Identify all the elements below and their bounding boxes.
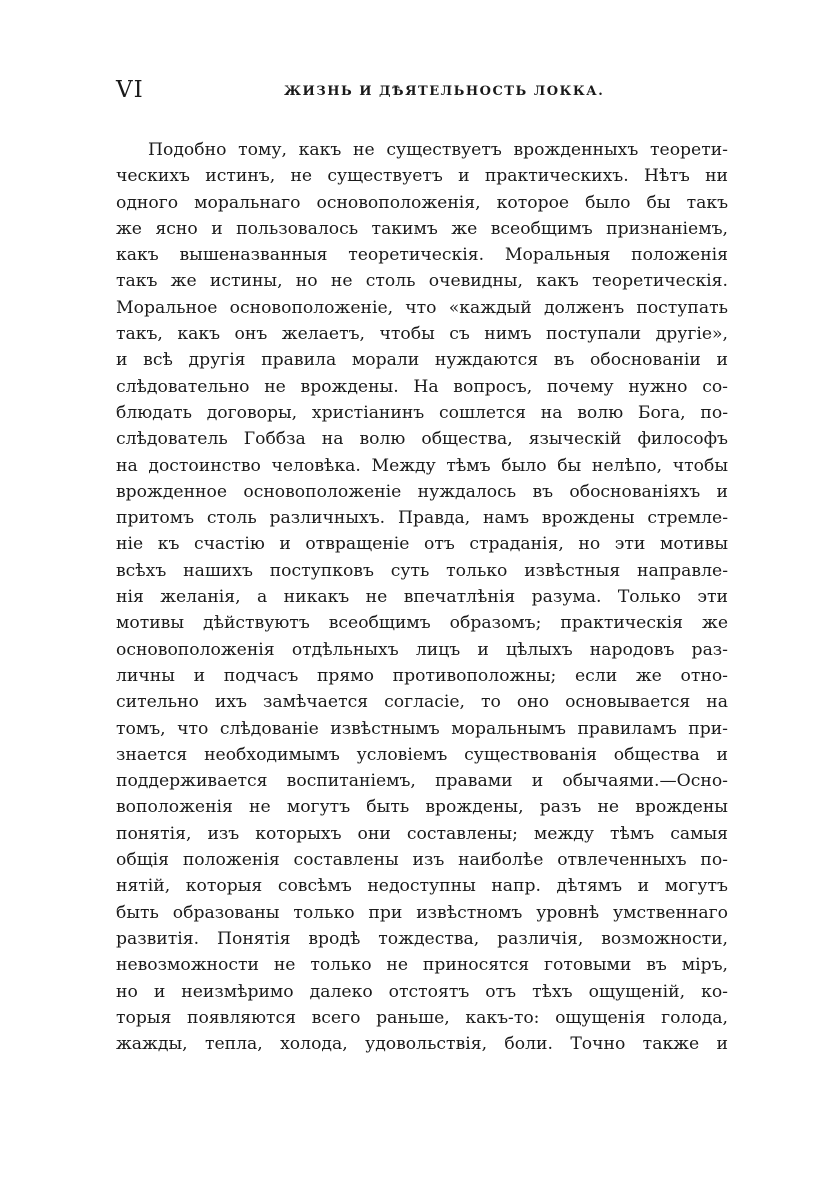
text-line: и всѣ другія правила морали нуждаются въ обоснованіи и	[116, 350, 728, 371]
text-line: Подобно тому, какъ не существуетъ врожденныхъ теорети-	[148, 140, 728, 160]
text-line: нятій, которыя совсѣмъ недоступны напр. дѣтямъ и могутъ	[116, 876, 728, 897]
text-line: невозможности не только не приносятся готовыми въ міръ,	[116, 955, 728, 976]
text-line: мотивы дѣйствуютъ всеобщимъ образомъ; практическія же	[116, 613, 728, 634]
text-line: томъ, что слѣдованіе извѣстнымъ моральнымъ правиламъ при-	[116, 718, 728, 739]
text-line: же ясно и пользовалось такимъ же всеобщимъ признаніемъ,	[116, 218, 728, 239]
text-line: Моральное основоположеніе, что «каждый долженъ поступать	[116, 297, 728, 318]
text-line: развитія. Понятія вродѣ тождества, различія, возможности,	[116, 928, 728, 949]
text-line: одного моральнаго основоположенія, которое было бы такъ	[116, 192, 728, 213]
running-head	[116, 76, 728, 106]
text-line: воположенія не могутъ быть врождены, разъ не врождены	[116, 797, 728, 818]
page-number: VI	[116, 77, 144, 103]
text-line: всѣхъ нашихъ поступковъ суть только извѣстныя направле-	[116, 560, 728, 581]
text-line: торыя появляются всего раньше, какъ-то: ощущенія голода,	[116, 1007, 728, 1028]
text-line: но и неизмѣримо далеко отстоятъ отъ тѣхъ ощущеній, ко-	[116, 981, 728, 1002]
text-line: нія желанія, а никакъ не впечатлѣнія разума. Только эти	[116, 587, 728, 608]
text-line: блюдать договоры, христіанинъ сошлется на волю Бога, по-	[116, 402, 728, 423]
text-line: врожденное основоположеніе нуждалось въ обоснованіяхъ и	[116, 481, 728, 502]
body-paragraph	[116, 137, 728, 1057]
text-line: ческихъ истинъ, не существуетъ и практическихъ. Нѣтъ ни	[116, 166, 728, 187]
text-line: сительно ихъ замѣчается согласіе, то оно основывается на	[116, 692, 728, 713]
text-line: слѣдовательно не врождены. На вопросъ, почему нужно со-	[116, 376, 728, 397]
text-line: личны и подчасъ прямо противоположны; если же отно-	[116, 665, 728, 686]
text-line: такъ же истины, но не столь очевидны, какъ теоретическія.	[116, 271, 728, 292]
text-line: на достоинство человѣка. Между тѣмъ было бы нелѣпо, чтобы	[116, 455, 728, 476]
text-line: такъ, какъ онъ желаетъ, чтобы съ нимъ поступали другіе»,	[116, 324, 728, 345]
running-title: ЖИЗНЬ И ДѢЯТЕЛЬНОСТЬ ЛОККА.	[284, 84, 605, 99]
text-line: поддерживается воспитаніемъ, правами и обычаями.—Осно-	[116, 771, 728, 792]
text-line: понятія, изъ которыхъ они составлены; между тѣмъ самыя	[116, 823, 728, 844]
text-line: жажды, тепла, холода, удовольствія, боли. Точно также и	[116, 1034, 728, 1055]
text-line: какъ вышеназванныя теоретическія. Моральныя положенія	[116, 245, 728, 266]
text-line: ніе къ счастію и отвращеніе отъ страданія, но эти мотивы	[116, 534, 728, 555]
text-line: основоположенія отдѣльныхъ лицъ и цѣлыхъ народовъ раз-	[116, 639, 728, 660]
text-line: слѣдователь Гоббза на волю общества, языческій философъ	[116, 429, 728, 450]
text-line: знается необходимымъ условіемъ существованія общества и	[116, 744, 728, 765]
text-line: быть образованы только при извѣстномъ уровнѣ умственнаго	[116, 902, 728, 923]
text-line: общія положенія составлены изъ наиболѣе отвлеченныхъ по-	[116, 850, 728, 871]
text-line: притомъ столь различныхъ. Правда, намъ врождены стремле-	[116, 508, 728, 529]
